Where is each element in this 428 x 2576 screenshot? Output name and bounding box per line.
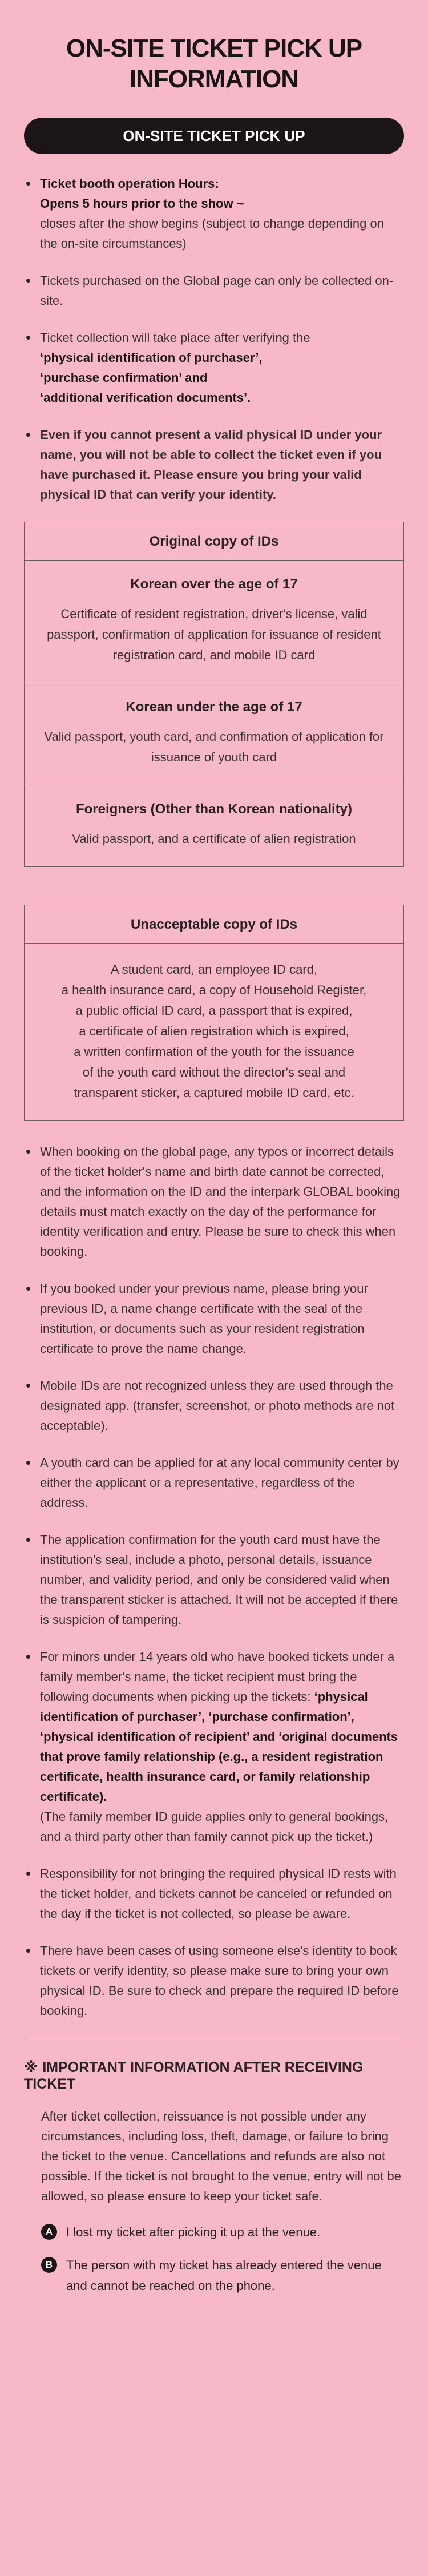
important-cases [24, 2222, 404, 2296]
page-title-line-1: ON-SITE TICKET PICK UP [66, 34, 362, 62]
unacceptable-ids-box [24, 905, 404, 1121]
unacceptable-line: a health insurance card, a copy of Household Register, [61, 983, 367, 997]
id-section-text: Certificate of resident registration, driver's license, valid passport, confirmation of application for issuance of resident registration card, and mobile ID card [47, 607, 381, 662]
list-item-previous-name: If you booked under your previous name, please bring your previous ID, a name change certificate with the seal of the institution, or documents such as your resident registration certificate to prove the name change. [24, 1279, 404, 1358]
list-item-youth-card-confirm: The application confirmation for the youth card must have the institution's seal, include a photo, personal details, issuance number, and validity period, and only be considered valid when the transparent sticker is attached. It will not be accepted if there is suspicion of tampering. [24, 1530, 404, 1630]
important-title-text: IMPORTANT INFORMATION AFTER RECEIVING TICKET [24, 2059, 364, 2092]
unacceptable-line: a written confirmation of the youth for the issuance [74, 1045, 354, 1059]
unacceptable-ids-list [25, 944, 403, 1120]
unacceptable-line: of the youth card without the director's seal and [82, 1065, 346, 1079]
list-item-global-booking: When booking on the global page, any typos or incorrect details of the ticket holder's name and birth date cannot be corrected, and the information on the ID and the interpark GLOBAL booking details must match exactly on the day of the performance for identity verification and entry. Please be sure to check this when booking. [24, 1142, 404, 1261]
id-section-title: Foreigners (Other than Korean nationality) [75, 801, 353, 817]
case-item [41, 2222, 404, 2243]
hours-bold-2: Opens 5 hours prior to the show ~ [40, 196, 244, 211]
info-list-top [24, 174, 404, 505]
page-title [24, 0, 404, 95]
page-title-line-2: INFORMATION [129, 65, 299, 93]
reference-mark-icon: ※ [24, 2059, 38, 2075]
original-ids-heading: Original copy of IDs [25, 522, 403, 561]
important-body: After ticket collection, reissuance is not possible under any circumstances, including loss, theft, damage, or failure to bring the ticket to the venue. Cancellations and refunds are also not possible. If the ticket is not brought to the venue, entry will not be allowed, so please ensure to keep your ticket safe. [41, 2109, 402, 2203]
unacceptable-line: a public official ID card, a passport that is expired, [75, 1003, 353, 1018]
minors-note: (The family member ID guide applies only to general bookings, and a third party other than family cannot pick up the ticket.) [40, 1809, 389, 1844]
verify-intro: Ticket collection will take place after verifying the [40, 330, 310, 345]
list-item-minors [24, 1647, 404, 1847]
important-title [24, 2059, 404, 2093]
list-item-verify [24, 328, 404, 408]
id-section-text: Valid passport, and a certificate of alien registration [72, 832, 356, 846]
case-badge-a-icon: A [41, 2224, 57, 2240]
id-section-text: Valid passport, youth card, and confirmation of application for issuance of youth card [44, 729, 384, 764]
unacceptable-ids-heading: Unacceptable copy of IDs [25, 905, 403, 944]
list-item-global: Tickets purchased on the Global page can only be collected on-site. [24, 271, 404, 311]
list-item-identity-misuse: There have been cases of using someone else's identity to book tickets or verify identity, so please make sure to bring your own physical ID. Be sure to check and prepare the required ID before booking. [24, 1941, 404, 2021]
list-item-youth-card-apply: A youth card can be applied for at any local community center by either the applicant or a representative, regardless of the address. [24, 1453, 404, 1513]
info-list-bottom [24, 1142, 404, 2021]
section-pill-header: ON-SITE TICKET PICK UP [24, 118, 404, 154]
case-item [41, 2255, 404, 2296]
verify-doc-3: ‘additional verification documents’. [40, 390, 251, 405]
list-item-valid-id-warning: Even if you cannot present a valid physical ID under your name, you will not be able to collect the ticket even if you have purchased it. Please ensure you bring your valid physical ID that can verify your identity. [24, 425, 404, 505]
list-item-hours [24, 174, 404, 253]
minors-intro: For minors under 14 years old who have booked tickets under a family member's name, the ticket recipient must bring the following documents when picking up the tickets: [40, 1650, 395, 1704]
verify-doc-1: ‘physical identification of purchaser’, [40, 350, 263, 365]
unacceptable-line: A student card, an employee ID card, [111, 962, 317, 977]
case-badge-b-icon: B [41, 2257, 57, 2273]
case-text: I lost my ticket after picking it up at the venue. [66, 2225, 321, 2239]
id-section-korean-under-17 [25, 683, 403, 785]
original-ids-box [24, 522, 404, 867]
id-section-title: Korean over the age of 17 [130, 577, 298, 592]
minors-documents: ‘physical identification of purchaser’, ‘purchase confirmation’, ‘physical identification of recipient’ and ‘original documents that prove family relationship (e.g., a resident registration certificate, health insurance card, or family relationship certificate). [40, 1690, 398, 1804]
id-section-title: Korean under the age of 17 [126, 699, 302, 715]
unacceptable-line: transparent sticker, a captured mobile ID card, etc. [74, 1086, 354, 1100]
list-item-responsibility: Responsibility for not bringing the required physical ID rests with the ticket holder, and tickets cannot be canceled or refunded on the day if the ticket is not collected, so please be aware. [24, 1864, 404, 1924]
hours-bold-1: Ticket booth operation Hours: [40, 176, 219, 191]
case-text: The person with my ticket has already entered the venue and cannot be reached on the phone. [66, 2258, 382, 2293]
verify-doc-2: ‘purchase confirmation’ and [40, 370, 208, 385]
unacceptable-line: a certificate of alien registration which is expired, [79, 1024, 349, 1038]
list-item-mobile-ids: Mobile IDs are not recognized unless they are used through the designated app. (transfer, screenshot, or photo methods are not acceptable). [24, 1376, 404, 1436]
id-section-korean-over-17 [25, 561, 403, 683]
hours-rest: closes after the show begins (subject to change depending on the on-site circumstances) [40, 216, 384, 251]
id-section-foreigners [25, 785, 403, 866]
